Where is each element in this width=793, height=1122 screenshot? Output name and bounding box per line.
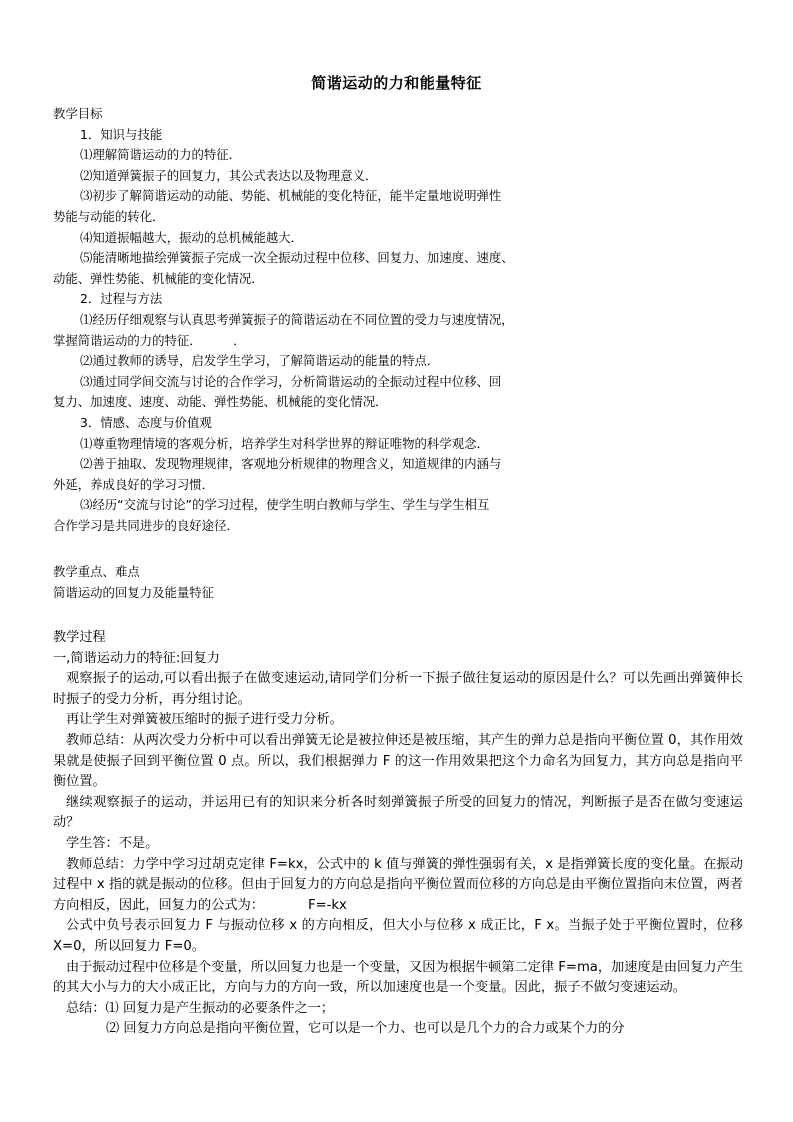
process-paragraph: 继续观察振子的运动，并运用已有的知识来分析各时刻弹簧振子所受的回复力的情况，判断振子是否在做匀变速运动？: [53, 794, 743, 831]
objective-item: ⑴尊重物理情境的客观分析，培养学生对科学世界的辩证唯物的科学观念．: [80, 435, 489, 451]
objective-item-continued: 动能、弹性势能、机械能的变化情况．: [53, 270, 264, 286]
student-answer: 学生答：不是。: [66, 835, 159, 851]
keypoints-heading: 教学重点、难点: [53, 564, 140, 579]
process-paragraph: 由于振动过程中位移是个变量，所以回复力也是一个变量，又因为根据牛顿第二定律 F=ma，加速度是由回复力产生的其大小与力的大小成正比，方向与力的方向一致，所以加速度也是一个变量。因此，振子不做匀变速运动。: [53, 959, 743, 996]
process-paragraph: 观察振子的运动,可以看出振子在做变速运动,请同学们分析一下振子做往复运动的原因是什么？可以先画出弹簧伸长时振子的受力分析，再分组讨论。: [53, 671, 743, 707]
objective-item: ⑸能清晰地描绘弹簧振子完成一次全振动过程中位移、回复力、加速度、速度、: [80, 250, 514, 266]
objective-item: ⑵通过教师的诱导，启发学生学习，了解简谐运动的能量的特点．: [80, 353, 440, 369]
objective-item: ⑴经历仔细观察与认真思考弹簧振子的简谐运动在不同位置的受力与速度情况，: [80, 311, 514, 327]
summary-line: ⑵ 回复力方向总是指向平衡位置，它可以是一个力、也可以是几个力的合力或某个力的分: [106, 1021, 625, 1037]
objective-item: ⑴理解简谐运动的力的特征．: [80, 147, 242, 163]
objective-item-continued: 掌握简谐运动的力的特征． ．: [53, 332, 246, 348]
process-paragraph: 教师总结：力学中学习过胡克定律 F=kx，公式中的 k 值与弹簧的弹性强弱有关，x 是指弹簧长度的变化量。在振动过程中 x 指的就是振动的位移。但由于回复力的方向总是指向平衡位置而位移的方向总是由平衡位置指向末位置，两者方向相反，因此，回复力的公式为：: [53, 856, 743, 913]
objective-item-continued: 势能与动能的转化．: [53, 208, 165, 224]
objective-item-continued: 复力、加速度、速度、动能、弹性势能、机械能的变化情况．: [53, 394, 388, 410]
objective-item: ⑷知道振幅越大，振动的总机械能越大．: [80, 229, 304, 245]
objective-item: ⑶经历“交流与讨论”的学习过程，使学生明白教师与学生、学生与学生相互: [80, 497, 490, 513]
document-title: 简谐运动的力和能量特征: [311, 74, 482, 92]
keypoints-section: [53, 562, 753, 603]
objectives-section: [0, 104, 600, 536]
process-paragraph-with-formula: [53, 855, 743, 917]
objective-item-continued: 合作学习是共同进步的良好途径．: [53, 517, 239, 533]
summary-line: 总结：⑴ 回复力是产生振动的必要条件之一；: [66, 1000, 334, 1016]
objective-section-2-heading: 2．过程与方法: [80, 291, 163, 307]
objective-item: ⑵善于抽取、发现物理规律，客观地分析规律的物理含义，知道规律的内涵与: [80, 456, 502, 472]
objective-item: ⑶初步了解简谐运动的动能、势能、机械能的变化特征，能半定量地说明弹性: [80, 188, 502, 204]
objective-section-1-heading: 1．知识与技能: [80, 126, 163, 142]
objective-section-3-heading: 3．情感、态度与价值观: [80, 414, 212, 430]
process-section: [53, 628, 743, 1040]
objective-item: ⑵知道弹簧振子的回复力，其公式表达以及物理意义．: [80, 167, 378, 183]
process-subheading: 一,简谐运动力的特征:回复力: [53, 650, 220, 666]
objectives-heading: 教学目标: [53, 106, 103, 121]
process-paragraph: 教师总结：从两次受力分析中可以看出弹簧无论是被拉伸还是被压缩，其产生的弹力总是指向平衡位置 0，其作用效果就是使振子回到平衡位置 0 点。所以，我们根据弹力 F 的这一作用效果把这个力命名为回复力，其方向总是指向平衡位置。: [53, 732, 743, 790]
restoring-force-formula: F=-kx: [308, 897, 347, 913]
process-heading: 教学过程: [53, 630, 106, 645]
objective-item: ⑶通过同学间交流与讨论的合作学习，分析简谐运动的全振动过程中位移、回: [80, 373, 502, 389]
objective-item-continued: 外延，养成良好的学习习惯．: [53, 476, 215, 492]
process-paragraph: 再让学生对弹簧被压缩时的振子进行受力分析。: [66, 712, 343, 728]
keypoints-text: 简谐运动的回复力及能量特征: [53, 584, 215, 600]
process-paragraph: 公式中负号表示回复力 F 与振动位移 x 的方向相反，但大小与位移 x 成正比，F x。当振子处于平衡位置时，位移 X=0，所以回复力 F=0。: [53, 918, 743, 954]
